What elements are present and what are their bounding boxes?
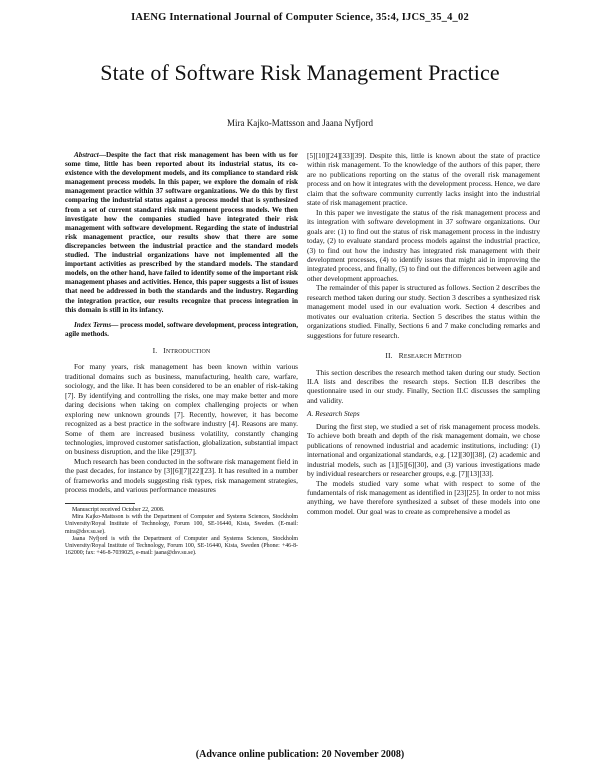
research-steps-paragraph-1: During the first step, we studied a set of risk management process models. To achieve both breath and depth of the risk management domain, we chose publications of renowned industrial and academic institutions, including: (1) international and organizational standards, e.g. [12][30][38], (2) academic and industrial models, such as [1][5][6][30], and (3) various investigations made by individual researchers or researcher groups, e.g. [7][13][33]. bbox=[307, 421, 540, 479]
advance-publication-note: (Advance online publication: 20 November 2008) bbox=[195, 749, 405, 760]
section-heading-initial: I bbox=[163, 345, 166, 355]
right-paragraph-3: The remainder of this paper is structured as follows. Section 2 describes the research method taken during our study. Section 3 describes a synthesized risk management model used in our evaluation work. Section 4 describes and motivates our evaluation criteria. Section 5 describes the status within the organizations studied. Finally, Sections 6 and 7 make concluding remarks and suggestions for future research. bbox=[307, 283, 540, 340]
intro-paragraph-2: Much research has been conducted in the software risk management field in the past decades, for instance by [3][6][7][22][23]. It has resulted in a number of frameworks and models suggesting risk types, risk management strategies, process models, and various performance measures bbox=[65, 456, 298, 495]
intro-paragraph-1: For many years, risk management has been known within various traditional domains such as business, manufacturing, health care, warfare, sociology, and the like. It has been considered to be an enabler of risk-taking [7]. By identifying and controlling the risks, one may make better and more daring decisions when taking on complex challenging projects or when exploring new unknown grounds [7]. Recently, however, it has become recognized as a best practice in the software industry [4]. Reasons are many. Some of them are increased business volatility, constantly changing technologies, improved customer satisfaction, globalization, substantial impact on business disruption, and the like [29][37]. bbox=[65, 362, 298, 457]
research-method-paragraph: This section describes the research method taken during our study. Section II.A lists and describes the research steps. Section II.B describes the questionnaire used in our study. Finally, Section II.C discusses the sampling and validity. bbox=[307, 367, 540, 405]
authors: Mira Kajko-Mattsson and Jaana Nyfjord bbox=[227, 118, 373, 128]
section-number: I. bbox=[152, 345, 158, 355]
abstract-label: Abstract bbox=[74, 151, 99, 159]
abstract-body: —Despite the fact that risk management has been with us for some time, little has been reported about its industrial status, its co-existence with the development models, and its compliance to standard risk management process models. In this paper, we explore the domain of risk management practice within 37 software organizations. We do this by first comparing the industrial status against a process model that is synthesized from a set of current standard risk management process models. We then investigate how the companies studied have integrated their risk management with software development. Regarding the state of industrial risk management practice, our results show that there are some discrepancies between the industrial practice and the standard models studied. The industrial organizations have not implemented all the important activities as prescribed by the standard models. The standard models, on the other hand, have failed to identify some of the important risk management phases and activities. Hence, this paper suggests a list of issues that need be addressed in both the standards and the industry. Regarding the integration practice, our results recognize that process integration in this domain is still in its infancy. bbox=[65, 151, 298, 314]
left-column bbox=[65, 151, 298, 558]
right-column bbox=[307, 151, 540, 516]
section-number: II. bbox=[385, 351, 393, 361]
section-heading-rest: ESEARCH bbox=[403, 354, 432, 361]
index-terms-body: — process model, software development, process integration, agile methods. bbox=[65, 320, 299, 338]
journal-header: IAENG International Journal of Computer Science, 35:4, IJCS_35_4_02 bbox=[131, 12, 469, 23]
subsection-heading-research-steps: A. Research Steps bbox=[307, 409, 360, 419]
section-heading-rest: NTRODUCTION bbox=[165, 348, 211, 355]
section-heading-initial: M bbox=[433, 351, 441, 361]
abstract bbox=[65, 151, 298, 315]
footnote-author-2: Jaana Nyfjord is with the Department of Computer and Systems Sciences, Stockholm University/Royal Institute of Technology, Forum 100, SE-16440, Kista, Sweden (Phone: +46-8-162000; fax: +46-8-7039025, e-mail: jaana@dsv.su.se). bbox=[65, 535, 298, 557]
footnote-author-1: Mira Kajko-Mattsson is with the Department of Computer and Systems Sciences, Stockholm University/Royal Institute of Technology, Forum 100, SE-16440, Kista, Sweden. (E-mail: mira@dsv.su.se). bbox=[65, 513, 298, 535]
index-terms-label: Index Terms bbox=[74, 320, 112, 329]
footnotes bbox=[65, 507, 298, 558]
right-paragraph-1: [5][10][24][33][39]. Despite this, little is known about the state of practice within risk management. To the knowledge of the authors of this paper, there are no publications reporting on the status of the overall risk management process and on how it integrates with the development process. Hence, we dare claim that the software community currently lacks insight into the industrial state of risk management practice. bbox=[307, 151, 540, 208]
section-heading-introduction bbox=[65, 346, 298, 357]
right-paragraph-2: In this paper we investigate the status of the risk management process and its integration with software development in 37 software organizations. Our goals are: (1) to find out the status of risk management process in the industry today, (2) to evaluate standard process models against the industrial practice, (3) to find out how the industry has integrated risk management with their development processes, (4) to identify issues that might aid in improving the integrated process, and finally, (5) to find out the differences between agile and other development approaches. bbox=[307, 207, 540, 283]
footnote-received: Manuscript received October 22, 2008. bbox=[72, 506, 165, 513]
section-heading-research-method bbox=[307, 351, 540, 362]
research-steps-paragraph-2: The models studied vary some what with respect to some of the fundamentals of risk management as identified in [23][25]. In order to not miss anything, we have therefore synthesized a subset of these models into one common model. Our goal was to create as comprehensive a model as bbox=[307, 478, 540, 516]
section-heading-rest: ETHOD bbox=[440, 354, 462, 361]
paper-title: State of Software Risk Management Practice bbox=[100, 60, 500, 85]
section-heading-initial: R bbox=[398, 351, 404, 361]
footnote-rule bbox=[65, 503, 135, 504]
index-terms bbox=[65, 321, 298, 339]
